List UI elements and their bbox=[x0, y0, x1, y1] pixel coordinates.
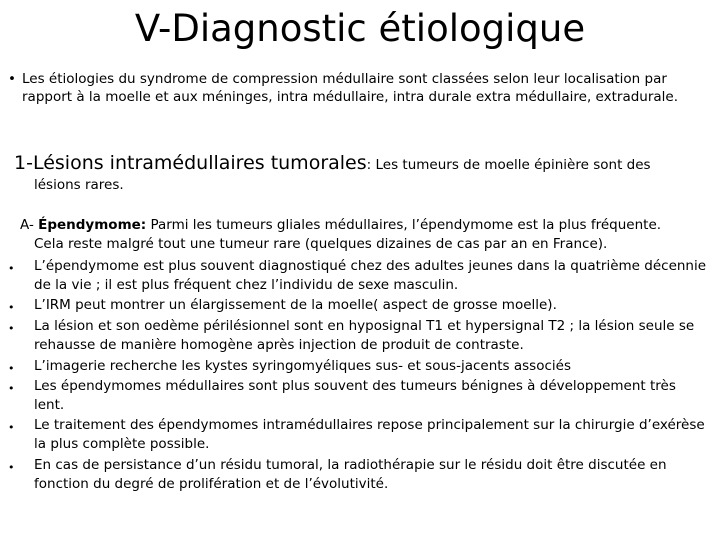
subsection-line-2: Cela reste malgré tout une tumeur rare (quelques dizaines de cas par an en France). bbox=[34, 236, 608, 252]
list-item bbox=[8, 377, 708, 415]
list-item-text: Les épendymomes médullaires sont plus souvent des tumeurs bénignes à développement très lent. bbox=[34, 378, 676, 413]
list-item bbox=[8, 416, 708, 454]
bullet-marker: • bbox=[8, 421, 15, 434]
list-item bbox=[8, 456, 708, 494]
subsection-prefix: A- bbox=[20, 217, 39, 233]
list-item-text: En cas de persistance d’un résidu tumoral, la radiothérapie sur le résidu doit être discutée en fonction du degré de prolifération et de l’évolutivité. bbox=[34, 457, 667, 492]
bullet-marker: • bbox=[8, 461, 15, 474]
list-item bbox=[8, 357, 708, 376]
list-item bbox=[8, 257, 708, 295]
list-item-text: L’imagerie recherche les kystes syringomyéliques sus- et sous-jacents associés bbox=[34, 358, 571, 374]
subsection-paragraph bbox=[20, 216, 710, 254]
subsection-label: Épendymome: bbox=[38, 217, 147, 233]
section-description-continued: lésions rares. bbox=[34, 177, 124, 193]
bullet-marker: • bbox=[8, 262, 15, 275]
bullet-marker: • bbox=[8, 362, 15, 375]
section-heading: 1-Lésions intramédullaires tumorales bbox=[14, 152, 367, 174]
list-item bbox=[8, 296, 708, 315]
list-item-text: La lésion et son oedème périlésionnel sont en hyposignal T1 et hypersignal T2 ; la lésion seule se rehausse de manière homogène après injection de produit de contraste. bbox=[34, 318, 695, 353]
bullet-marker: • bbox=[8, 301, 15, 314]
subsection-text: Parmi les tumeurs gliales médullaires, l’épendymome est la plus fréquente. bbox=[146, 217, 662, 233]
list-item-text: Le traitement des épendymomes intramédullaires repose principalement sur la chirurgie d’exérèse la plus complète possible. bbox=[34, 417, 705, 452]
section-heading-block bbox=[14, 152, 714, 194]
bullet-marker: • bbox=[8, 322, 15, 335]
bullet-marker: • bbox=[8, 382, 15, 395]
list-item-text: L’IRM peut montrer un élargissement de la moelle( aspect de grosse moelle). bbox=[34, 297, 557, 313]
page-title: V-Diagnostic étiologique bbox=[134, 7, 586, 50]
intro-text: Les étiologies du syndrome de compression médullaire sont classées selon leur localisation par rapport à la moelle et aux méninges, intra médullaire, intra durale extra médullaire, extradurale. bbox=[22, 71, 679, 105]
list-item bbox=[8, 317, 708, 355]
subsection-line-1 bbox=[20, 216, 710, 235]
section-description: : Les tumeurs de moelle épinière sont des bbox=[366, 157, 651, 173]
list-item-text: L’épendymome est plus souvent diagnostiqué chez des adultes jeunes dans la quatrième décennie de la vie ; il est plus fréquent chez l’individu de sexe masculin. bbox=[34, 258, 707, 293]
bullet-marker: • bbox=[8, 71, 16, 87]
